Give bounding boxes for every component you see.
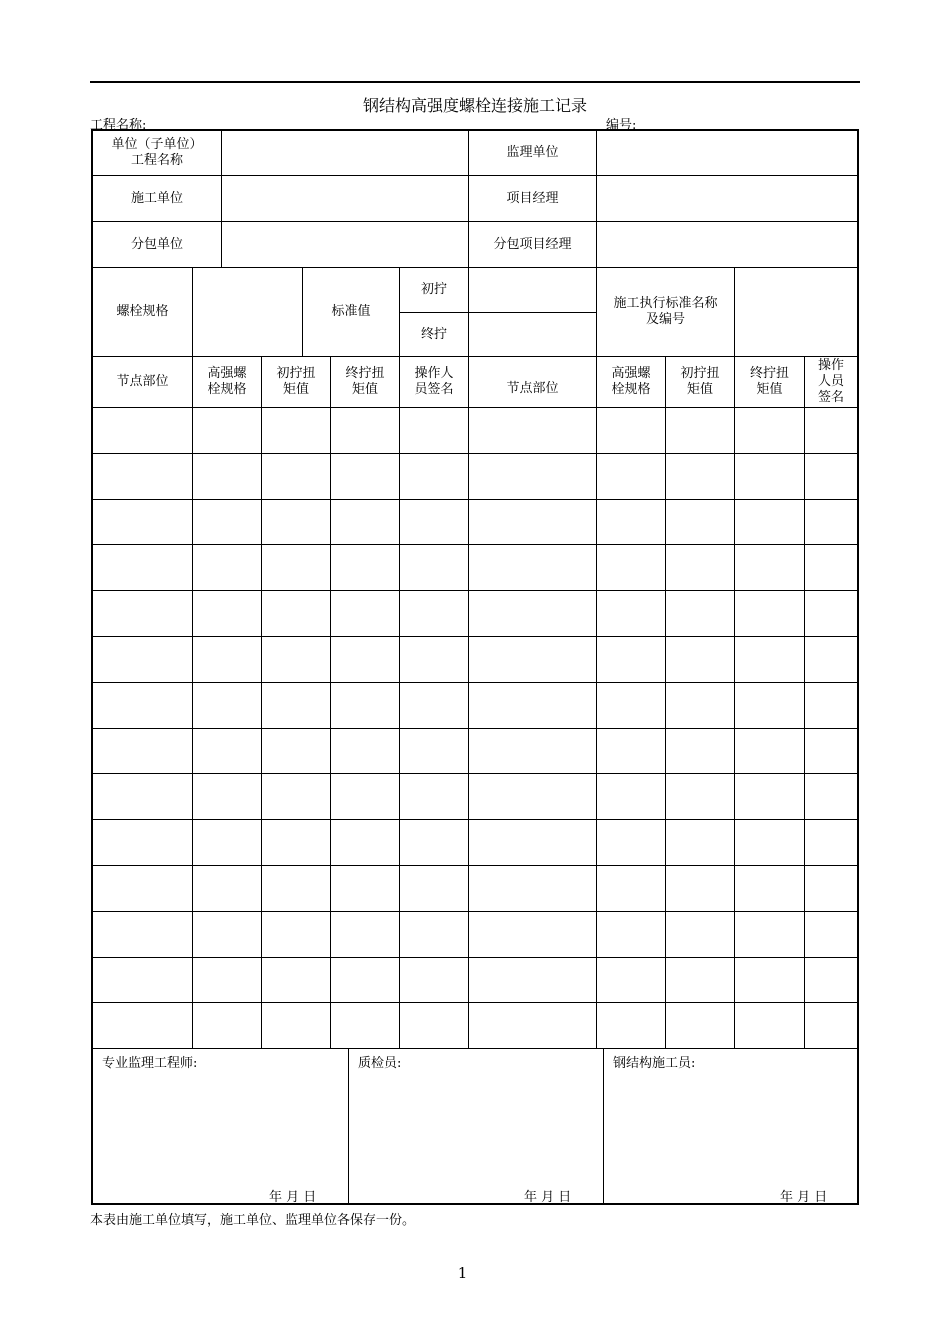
table-cell[interactable] [400, 454, 468, 499]
table-cell[interactable] [193, 500, 261, 545]
table-cell[interactable] [193, 958, 261, 1003]
table-cell[interactable] [805, 729, 857, 774]
table-cell[interactable] [469, 1003, 596, 1048]
standard-value-label: 标准值 [331, 304, 371, 319]
table-cell[interactable] [805, 683, 857, 728]
table-cell[interactable] [331, 1003, 399, 1048]
supervisor-engineer-date: 年 月 日 [269, 1190, 317, 1205]
table-cell[interactable] [262, 820, 330, 865]
table-cell[interactable] [262, 408, 330, 453]
supervision-unit-value[interactable] [597, 131, 857, 175]
table-cell[interactable] [597, 683, 665, 728]
table-cell[interactable] [735, 408, 804, 453]
table-cell[interactable] [400, 912, 468, 957]
table-cell[interactable] [469, 729, 596, 774]
table-cell[interactable] [94, 683, 192, 728]
table-cell[interactable] [331, 683, 399, 728]
table-cell[interactable] [400, 866, 468, 911]
table-cell[interactable] [262, 866, 330, 911]
table-cell[interactable] [469, 591, 596, 636]
table-cell[interactable] [469, 820, 596, 865]
table-cell[interactable] [94, 637, 192, 682]
form-title: 钢结构高强度螺栓连接施工记录 [362, 96, 587, 115]
table-cell[interactable] [400, 1003, 468, 1048]
table-cell[interactable] [805, 637, 857, 682]
table-cell[interactable] [193, 591, 261, 636]
col-final-torque-right: 终拧扭 矩值 [749, 366, 789, 397]
table-cell[interactable] [469, 774, 596, 819]
table-cell[interactable] [262, 591, 330, 636]
col-bolt-spec-left: 高强螺 栓规格 [207, 366, 247, 397]
table-cell[interactable] [469, 637, 596, 682]
table-cell[interactable] [400, 958, 468, 1003]
table-cell[interactable] [735, 545, 804, 590]
table-cell[interactable] [400, 591, 468, 636]
table-cell[interactable] [262, 545, 330, 590]
table-cell[interactable] [805, 820, 857, 865]
number-label: 编号: [606, 118, 637, 133]
col-operator-sign-right: 操作 人员 签名 [817, 358, 844, 405]
table-cell[interactable] [94, 729, 192, 774]
table-cell[interactable] [94, 500, 192, 545]
table-cell[interactable] [597, 1003, 665, 1048]
table-cell[interactable] [805, 1003, 857, 1048]
table-cell[interactable] [735, 866, 804, 911]
table-cell[interactable] [735, 729, 804, 774]
construction-unit-label: 施工单位 [130, 190, 183, 206]
table-cell[interactable] [735, 1003, 804, 1048]
table-cell[interactable] [666, 683, 734, 728]
table-cell[interactable] [331, 591, 399, 636]
table-cell[interactable] [735, 637, 804, 682]
table-cell[interactable] [331, 545, 399, 590]
table-cell[interactable] [597, 958, 665, 1003]
steel-constructor-date: 年 月 日 [780, 1190, 828, 1205]
exec-standard-label: 施工执行标准名称 及编号 [613, 296, 718, 327]
table-cell[interactable] [469, 454, 596, 499]
table-cell[interactable] [597, 408, 665, 453]
table-cell[interactable] [193, 454, 261, 499]
table-cell[interactable] [597, 820, 665, 865]
table-cell[interactable] [597, 912, 665, 957]
subcontract-manager-label: 分包项目经理 [493, 236, 572, 252]
table-cell[interactable] [805, 958, 857, 1003]
table-cell[interactable] [400, 774, 468, 819]
table-cell[interactable] [331, 408, 399, 453]
table-cell[interactable] [94, 454, 192, 499]
col-initial-torque-left: 初拧扭 矩值 [276, 366, 316, 397]
table-cell[interactable] [193, 1003, 261, 1048]
table-cell[interactable] [666, 866, 734, 911]
table-cell[interactable] [666, 545, 734, 590]
grid-line [603, 1048, 604, 1203]
table-cell[interactable] [94, 958, 192, 1003]
table-cell[interactable] [597, 774, 665, 819]
table-cell[interactable] [469, 912, 596, 957]
table-cell[interactable] [735, 591, 804, 636]
table-cell[interactable] [735, 820, 804, 865]
table-cell[interactable] [666, 958, 734, 1003]
table-cell[interactable] [805, 408, 857, 453]
table-cell[interactable] [262, 637, 330, 682]
col-final-torque-left: 终拧扭 矩值 [345, 366, 385, 397]
table-cell[interactable] [469, 500, 596, 545]
table-cell[interactable] [193, 545, 261, 590]
quality-inspector-label: 质检员: [358, 1056, 402, 1071]
table-cell[interactable] [262, 958, 330, 1003]
table-cell[interactable] [735, 454, 804, 499]
table-cell[interactable] [193, 866, 261, 911]
table-cell[interactable] [597, 866, 665, 911]
unit-value[interactable] [222, 131, 468, 175]
table-cell[interactable] [400, 729, 468, 774]
table-cell[interactable] [805, 866, 857, 911]
table-cell[interactable] [94, 866, 192, 911]
subcontract-manager-value[interactable] [597, 222, 857, 267]
table-cell[interactable] [666, 774, 734, 819]
subcontract-unit-label: 分包单位 [130, 236, 183, 252]
table-cell[interactable] [805, 774, 857, 819]
table-cell[interactable] [469, 866, 596, 911]
table-cell[interactable] [597, 454, 665, 499]
table-cell[interactable] [94, 912, 192, 957]
table-cell[interactable] [94, 820, 192, 865]
table-cell[interactable] [469, 683, 596, 728]
table-cell[interactable] [666, 408, 734, 453]
table-cell[interactable] [193, 683, 261, 728]
table-cell[interactable] [94, 408, 192, 453]
table-cell[interactable] [666, 1003, 734, 1048]
table-cell[interactable] [262, 500, 330, 545]
table-cell[interactable] [666, 591, 734, 636]
project-manager-label: 项目经理 [506, 190, 559, 206]
table-cell[interactable] [331, 454, 399, 499]
grid-line [93, 267, 857, 268]
supervisor-engineer-label: 专业监理工程师: [102, 1056, 198, 1071]
table-cell[interactable] [666, 500, 734, 545]
table-cell[interactable] [400, 637, 468, 682]
table-cell[interactable] [94, 1003, 192, 1048]
table-cell[interactable] [469, 958, 596, 1003]
record-table [91, 129, 859, 1205]
table-cell[interactable] [331, 637, 399, 682]
table-cell[interactable] [805, 912, 857, 957]
table-cell[interactable] [400, 408, 468, 453]
table-cell[interactable] [597, 729, 665, 774]
table-cell[interactable] [193, 729, 261, 774]
table-cell[interactable] [735, 683, 804, 728]
table-cell[interactable] [262, 729, 330, 774]
table-cell[interactable] [469, 545, 596, 590]
table-cell[interactable] [193, 637, 261, 682]
table-cell[interactable] [193, 912, 261, 957]
table-cell[interactable] [666, 912, 734, 957]
col-bolt-spec-right: 高强螺 栓规格 [611, 366, 651, 397]
table-cell[interactable] [805, 454, 857, 499]
table-cell[interactable] [331, 820, 399, 865]
table-cell[interactable] [262, 912, 330, 957]
initial-tighten-label: 初拧 [420, 282, 447, 297]
col-node-position-left: 节点部位 [116, 374, 169, 389]
table-cell[interactable] [262, 1003, 330, 1048]
construction-unit-value[interactable] [222, 176, 468, 221]
table-cell[interactable] [735, 912, 804, 957]
table-cell[interactable] [94, 545, 192, 590]
table-cell[interactable] [193, 820, 261, 865]
table-cell[interactable] [193, 774, 261, 819]
table-cell[interactable] [94, 591, 192, 636]
table-cell[interactable] [735, 774, 804, 819]
table-cell[interactable] [262, 454, 330, 499]
table-cell[interactable] [597, 637, 665, 682]
table-cell[interactable] [597, 591, 665, 636]
project-name-label: 工程名称: [90, 118, 147, 133]
col-initial-torque-right: 初拧扭 矩值 [680, 366, 720, 397]
table-cell[interactable] [262, 774, 330, 819]
subcontract-unit-value[interactable] [222, 222, 468, 267]
table-cell[interactable] [400, 820, 468, 865]
project-manager-value[interactable] [597, 176, 857, 221]
table-cell[interactable] [597, 500, 665, 545]
table-cell[interactable] [666, 454, 734, 499]
final-tighten-label: 终拧 [420, 326, 447, 342]
steel-constructor-label: 钢结构施工员: [613, 1056, 696, 1071]
table-cell[interactable] [400, 683, 468, 728]
quality-inspector-date: 年 月 日 [524, 1190, 572, 1205]
col-node-position-right: 节点部位 [506, 381, 559, 396]
table-cell[interactable] [331, 866, 399, 911]
table-cell[interactable] [331, 774, 399, 819]
table-cell[interactable] [469, 408, 596, 453]
grid-line [348, 1048, 349, 1203]
table-cell[interactable] [666, 637, 734, 682]
supervision-unit-label: 监理单位 [506, 145, 559, 160]
table-cell[interactable] [331, 729, 399, 774]
table-cell[interactable] [805, 500, 857, 545]
table-cell[interactable] [400, 545, 468, 590]
footnote: 本表由施工单位填写，施工单位、监理单位各保存一份。 [90, 1213, 416, 1228]
table-cell[interactable] [400, 500, 468, 545]
table-cell[interactable] [666, 729, 734, 774]
table-cell[interactable] [331, 958, 399, 1003]
table-cell[interactable] [805, 545, 857, 590]
page-number: 1 [457, 1264, 468, 1282]
table-cell[interactable] [262, 683, 330, 728]
bolt-spec-label: 螺栓规格 [116, 304, 169, 319]
grid-line [93, 1048, 857, 1049]
table-cell[interactable] [597, 545, 665, 590]
table-cell[interactable] [666, 820, 734, 865]
col-operator-sign-left: 操作人 员签名 [414, 366, 454, 397]
table-cell[interactable] [805, 591, 857, 636]
table-cell[interactable] [193, 408, 261, 453]
table-cell[interactable] [735, 500, 804, 545]
unit-label: 单位（子单位） 工程名称 [111, 137, 203, 168]
table-cell[interactable] [331, 912, 399, 957]
table-cell[interactable] [331, 500, 399, 545]
table-cell[interactable] [94, 774, 192, 819]
top-rule [90, 81, 860, 83]
table-cell[interactable] [735, 958, 804, 1003]
